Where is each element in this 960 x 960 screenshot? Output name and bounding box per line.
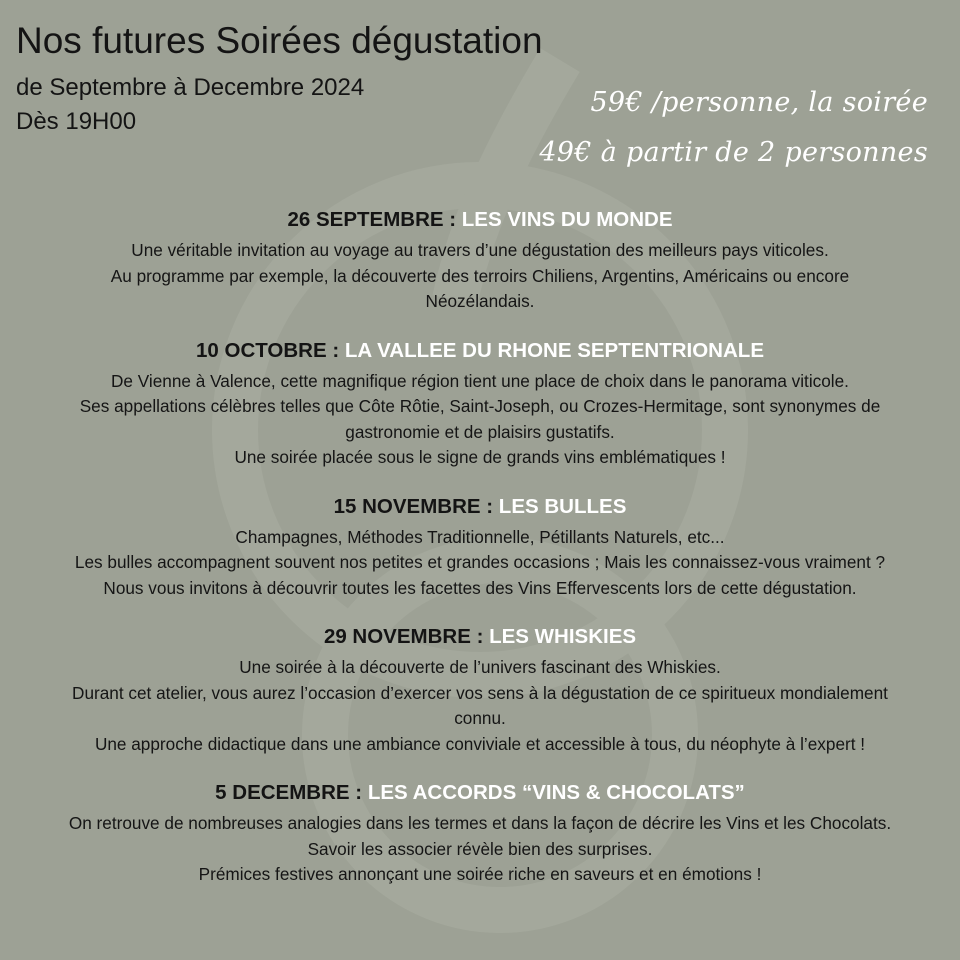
event-heading xyxy=(0,622,960,652)
description-line: Une soirée placée sous le signe de grands vins emblématiques ! xyxy=(234,447,726,467)
event-description xyxy=(0,369,960,471)
event-item xyxy=(0,492,960,602)
event-item xyxy=(0,336,960,471)
event-description xyxy=(0,655,960,757)
description-line: Durant cet atelier, vous aurez l’occasion d’exercer vos sens à la dégustation de ce spiritueux mondialement xyxy=(72,682,888,703)
description-line: Champagnes, Méthodes Traditionnelle, Pétillants Naturels, etc... xyxy=(235,526,725,547)
event-title: LES BULLES xyxy=(498,494,627,518)
event-date: 15 NOVEMBRE : xyxy=(333,494,499,518)
date-range: de Septembre à Decembre 2024 xyxy=(16,74,365,101)
event-item xyxy=(0,205,960,315)
start-time: Dès 19H00 xyxy=(16,108,137,135)
description-line: Une approche didactique dans une ambiance conviviale et accessible à tous, du néophyte à l’expert ! xyxy=(94,733,866,754)
price-group: 49€ à partir de 2 personnes xyxy=(539,137,928,168)
description-line: gastronomie et de plaisirs gustatifs. xyxy=(345,421,615,442)
header xyxy=(16,18,543,138)
event-heading xyxy=(0,778,960,808)
event-description xyxy=(0,238,960,315)
event-item xyxy=(0,778,960,888)
description-line: Au programme par exemple, la découverte des terroirs Chiliens, Argentins, Américains ou encore xyxy=(110,265,850,286)
description-line: Néozélandais. xyxy=(425,291,535,311)
event-date: 5 DECEMBRE : xyxy=(215,781,368,804)
description-line: Nous vous invitons à découvrir toutes les facettes des Vins Effervescents lors de cette dégustation. xyxy=(103,577,857,598)
description-line: Ses appellations célèbres telles que Côte Rôtie, Saint-Joseph, ou Crozes-Hermitage, sont synonymes de xyxy=(79,396,881,416)
event-date: 29 NOVEMBRE : xyxy=(323,625,490,648)
description-line: Prémices festives annonçant une soirée riche en saveurs et en émotions ! xyxy=(198,864,762,884)
event-description xyxy=(0,811,960,888)
event-title: LA VALLEE DU RHONE SEPTENTRIONALE xyxy=(344,338,764,362)
event-item xyxy=(0,622,960,757)
description-line: On retrouve de nombreuses analogies dans les termes et dans la façon de décrire les Vins et les Chocolats. xyxy=(68,813,892,833)
event-heading xyxy=(0,336,960,366)
description-line: De Vienne à Valence, cette magnifique région tient une place de choix dans le panorama viticole. xyxy=(111,370,849,391)
description-line: Savoir les associer révèle bien des surprises. xyxy=(307,838,653,859)
event-title: LES VINS DU MONDE xyxy=(461,208,673,231)
description-line: Les bulles accompagnent souvent nos petites et grandes occasions ; Mais les connaissez-vous vraiment ? xyxy=(74,552,886,572)
event-heading xyxy=(0,492,960,522)
event-date: 10 OCTOBRE : xyxy=(196,338,345,362)
price-block xyxy=(539,78,928,178)
event-date: 26 SEPTEMBRE : xyxy=(287,208,462,231)
event-title: LES ACCORDS “VINS & CHOCOLATS” xyxy=(367,781,745,804)
description-line: connu. xyxy=(454,708,506,728)
event-title: LES WHISKIES xyxy=(489,625,637,648)
description-line: Une véritable invitation au voyage au travers d’une dégustation des meilleurs pays viticoles. xyxy=(131,240,829,260)
price-per-person: 59€ /personne, la soirée xyxy=(590,87,928,118)
description-line: Une soirée à la découverte de l’univers fascinant des Whiskies. xyxy=(239,657,721,677)
events-list xyxy=(0,205,960,909)
event-description xyxy=(0,525,960,602)
event-heading xyxy=(0,205,960,235)
page-title: Nos futures Soirées dégustation xyxy=(16,20,543,61)
